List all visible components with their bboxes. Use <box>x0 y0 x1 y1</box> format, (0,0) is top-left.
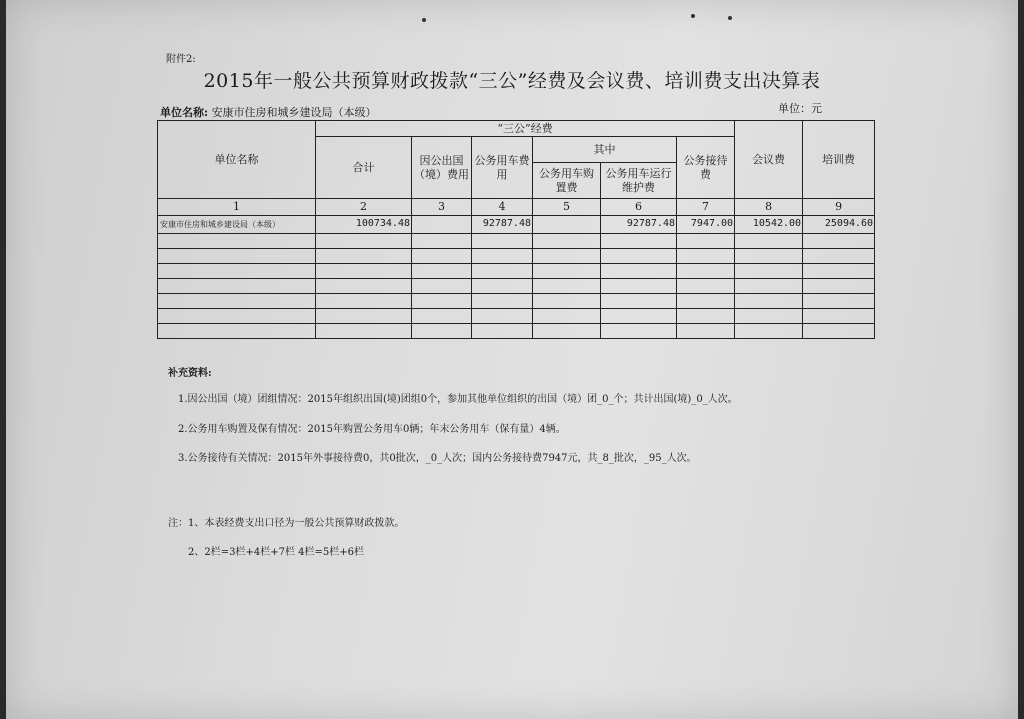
header-unit-name: 单位名称 <box>158 121 316 199</box>
header-car-run: 公务用车运行维护费 <box>601 163 677 199</box>
header-reception: 公务接待费 <box>677 137 735 199</box>
empty-row <box>158 279 875 294</box>
column-number: 2 <box>316 199 412 216</box>
currency-unit: 单位：元 <box>778 102 822 115</box>
header-car: 公务用车费用 <box>472 137 533 199</box>
supplement-line-reception: 3.公务接待有关情况：2015年外事接待费0，共0批次，_0_人次；国内公务接待费7947元，共_8_批次，_95_人次。 <box>178 453 697 464</box>
header-abroad: 因公出国（境）费用 <box>412 137 472 199</box>
header-among: 其中 <box>533 137 677 163</box>
table-row <box>158 216 875 234</box>
cell-total: 100734.48 <box>316 216 412 234</box>
supplement-line-vehicles: 2.公务用车购置及保有情况：2015年购置公务用车0辆；年末公务用车（保有量）4辆。 <box>178 424 566 435</box>
empty-row <box>158 324 875 339</box>
punch-hole-dot <box>691 14 695 18</box>
note-1: 注：1、本表经费支出口径为一般公共预算财政拨款。 <box>168 518 405 529</box>
expenditure-table <box>157 120 875 339</box>
cell-car-buy <box>533 216 601 234</box>
empty-row <box>158 294 875 309</box>
punch-hole-dot <box>422 18 426 22</box>
header-training: 培训费 <box>803 121 875 199</box>
column-number: 3 <box>412 199 472 216</box>
cell-org: 安康市住房和城乡建设局（本级） <box>158 216 316 234</box>
column-number: 7 <box>677 199 735 216</box>
attachment-label: 附件2: <box>166 54 196 65</box>
cell-car-run: 92787.48 <box>601 216 677 234</box>
punch-hole-dot <box>728 16 732 20</box>
column-number: 6 <box>601 199 677 216</box>
cell-car: 92787.48 <box>472 216 533 234</box>
supplement-line-abroad: 1.因公出国（境）团组情况：2015年组织出国(境)团组0个，参加其他单位组织的出国（境）团_0_个；共计出国(境)_0_人次。 <box>178 394 738 405</box>
empty-row <box>158 249 875 264</box>
unit-name-value: 安康市住房和城乡建设局（本级） <box>211 106 377 119</box>
column-number-row <box>158 199 875 216</box>
empty-row <box>158 309 875 324</box>
cell-abroad <box>412 216 472 234</box>
document-title: 2015年一般公共预算财政拨款“三公”经费及会议费、培训费支出决算表 <box>203 70 821 92</box>
header-meeting: 会议费 <box>735 121 803 199</box>
supplement-heading: 补充资料: <box>168 368 212 379</box>
empty-row <box>158 264 875 279</box>
header-sangong: “三公”经费 <box>316 121 735 137</box>
unit-name-row <box>160 104 377 120</box>
cell-reception: 7947.00 <box>677 216 735 234</box>
header-car-buy: 公务用车购置费 <box>533 163 601 199</box>
header-total: 合计 <box>316 137 412 199</box>
column-number: 9 <box>803 199 875 216</box>
cell-training: 25094.60 <box>803 216 875 234</box>
cell-meeting: 10542.00 <box>735 216 803 234</box>
empty-row <box>158 234 875 249</box>
document-sheet <box>6 0 1018 719</box>
column-number: 5 <box>533 199 601 216</box>
note-2: 2、2栏=3栏+4栏+7栏 4栏=5栏+6栏 <box>188 547 364 558</box>
column-number: 8 <box>735 199 803 216</box>
column-number: 1 <box>158 199 316 216</box>
column-number: 4 <box>472 199 533 216</box>
unit-name-label: 单位名称: <box>160 106 209 119</box>
